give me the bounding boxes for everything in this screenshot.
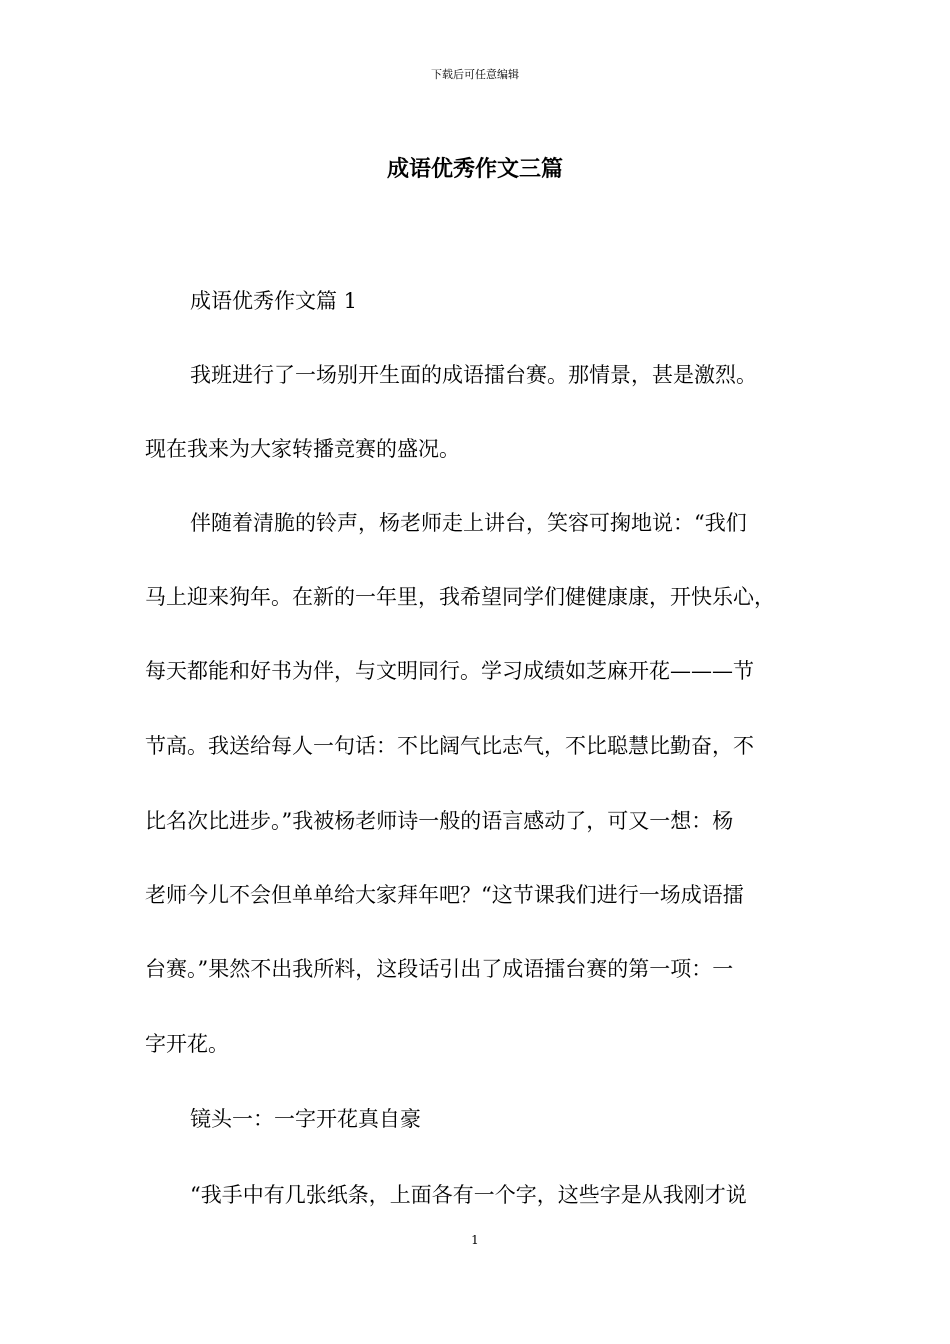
paragraph-line: 字开花。 bbox=[145, 1032, 229, 1056]
paragraph-line: 伴随着清脆的铃声，杨老师走上讲台，笑容可掬地说：“我们 bbox=[190, 511, 747, 535]
paragraph-line: 每天都能和好书为伴，与文明同行。学习成绩如芝麻开花———节 bbox=[145, 659, 754, 683]
page-number: 1 bbox=[471, 1233, 479, 1247]
paragraph-line: “我手中有几张纸条，上面各有一个字，这些字是从我刚才说 bbox=[190, 1183, 747, 1207]
paragraph-line: 节高。我送给每人一句话：不比阔气比志气，不比聪慧比勤奋，不 bbox=[145, 734, 754, 758]
paragraph-line: 马上迎来狗年。在新的一年里，我希望同学们健健康康，开快乐心， bbox=[145, 585, 775, 609]
paragraph-line: 老师今儿不会但单单给大家拜年吧？“这节课我们进行一场成语擂 bbox=[145, 883, 744, 907]
paragraph-line: 台赛。”果然不出我所料，这段话引出了成语擂台赛的第一项：一 bbox=[145, 957, 734, 981]
page-header: 下载后可任意编辑 bbox=[431, 68, 519, 81]
paragraph-line: 比名次比进步。”我被杨老师诗一般的语言感动了，可又一想：杨 bbox=[145, 809, 734, 833]
section-heading: 成语优秀作文篇 1 bbox=[190, 289, 358, 313]
paragraph-line: 现在我来为大家转播竞赛的盛况。 bbox=[145, 437, 460, 461]
document-title: 成语优秀作文三篇 bbox=[386, 156, 563, 182]
paragraph-line: 我班进行了一场别开生面的成语擂台赛。那情景，甚是激烈。 bbox=[190, 363, 757, 387]
section-heading: 镜头一：一字开花真自豪 bbox=[190, 1107, 421, 1131]
